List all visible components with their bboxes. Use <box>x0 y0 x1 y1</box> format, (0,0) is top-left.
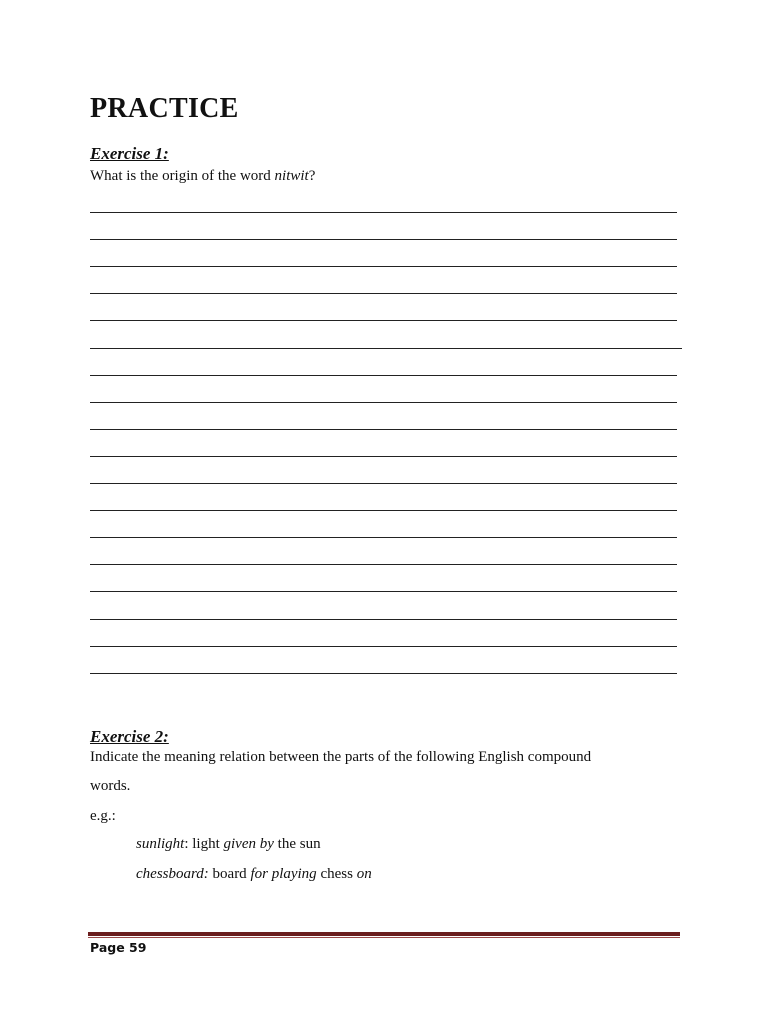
example-text: board <box>208 866 251 882</box>
exercise-1-question <box>90 166 315 186</box>
answer-line <box>90 348 682 349</box>
question-word: nitwit <box>274 168 309 184</box>
answer-line <box>90 510 677 511</box>
answer-line <box>90 646 677 647</box>
example-text: : light <box>184 836 224 852</box>
answer-line <box>90 266 677 267</box>
example-sunlight <box>136 834 321 854</box>
footer-rule <box>88 932 680 936</box>
answer-line <box>90 239 677 240</box>
answer-line <box>90 673 677 674</box>
exercise-2-instruction-cont: words. <box>90 778 131 794</box>
example-text: the sun <box>273 836 321 852</box>
example-relation: for playing <box>250 866 317 882</box>
answer-line <box>90 456 677 457</box>
question-mark: ? <box>308 168 316 184</box>
footer-rule-thin <box>88 937 680 938</box>
page-number: Page 59 <box>90 940 147 955</box>
exercise-2-heading: Exercise 2: <box>90 727 169 746</box>
example-word: sunlight <box>136 836 185 852</box>
answer-line <box>90 402 677 403</box>
example-relation: given by <box>223 836 274 852</box>
example-word: chessboard: <box>136 866 209 882</box>
answer-line <box>90 537 677 538</box>
answer-line <box>90 293 677 294</box>
answer-line <box>90 375 677 376</box>
answer-line <box>90 320 677 321</box>
answer-line <box>90 429 677 430</box>
answer-line <box>90 564 677 565</box>
example-label: e.g.: <box>90 808 116 824</box>
answer-line <box>90 483 677 484</box>
example-text: chess <box>316 866 357 882</box>
answer-line <box>90 619 677 620</box>
page-title: PRACTICE <box>90 93 239 124</box>
answer-line <box>90 591 677 592</box>
answer-lines <box>90 200 682 680</box>
example-relation: on <box>356 866 372 882</box>
answer-line <box>90 212 677 213</box>
example-chessboard <box>136 864 372 884</box>
question-text: What is the origin of the word <box>90 168 275 184</box>
exercise-1-heading: Exercise 1: <box>90 144 169 163</box>
exercise-2-instruction: Indicate the meaning relation between the parts of the following English compound <box>90 749 592 765</box>
